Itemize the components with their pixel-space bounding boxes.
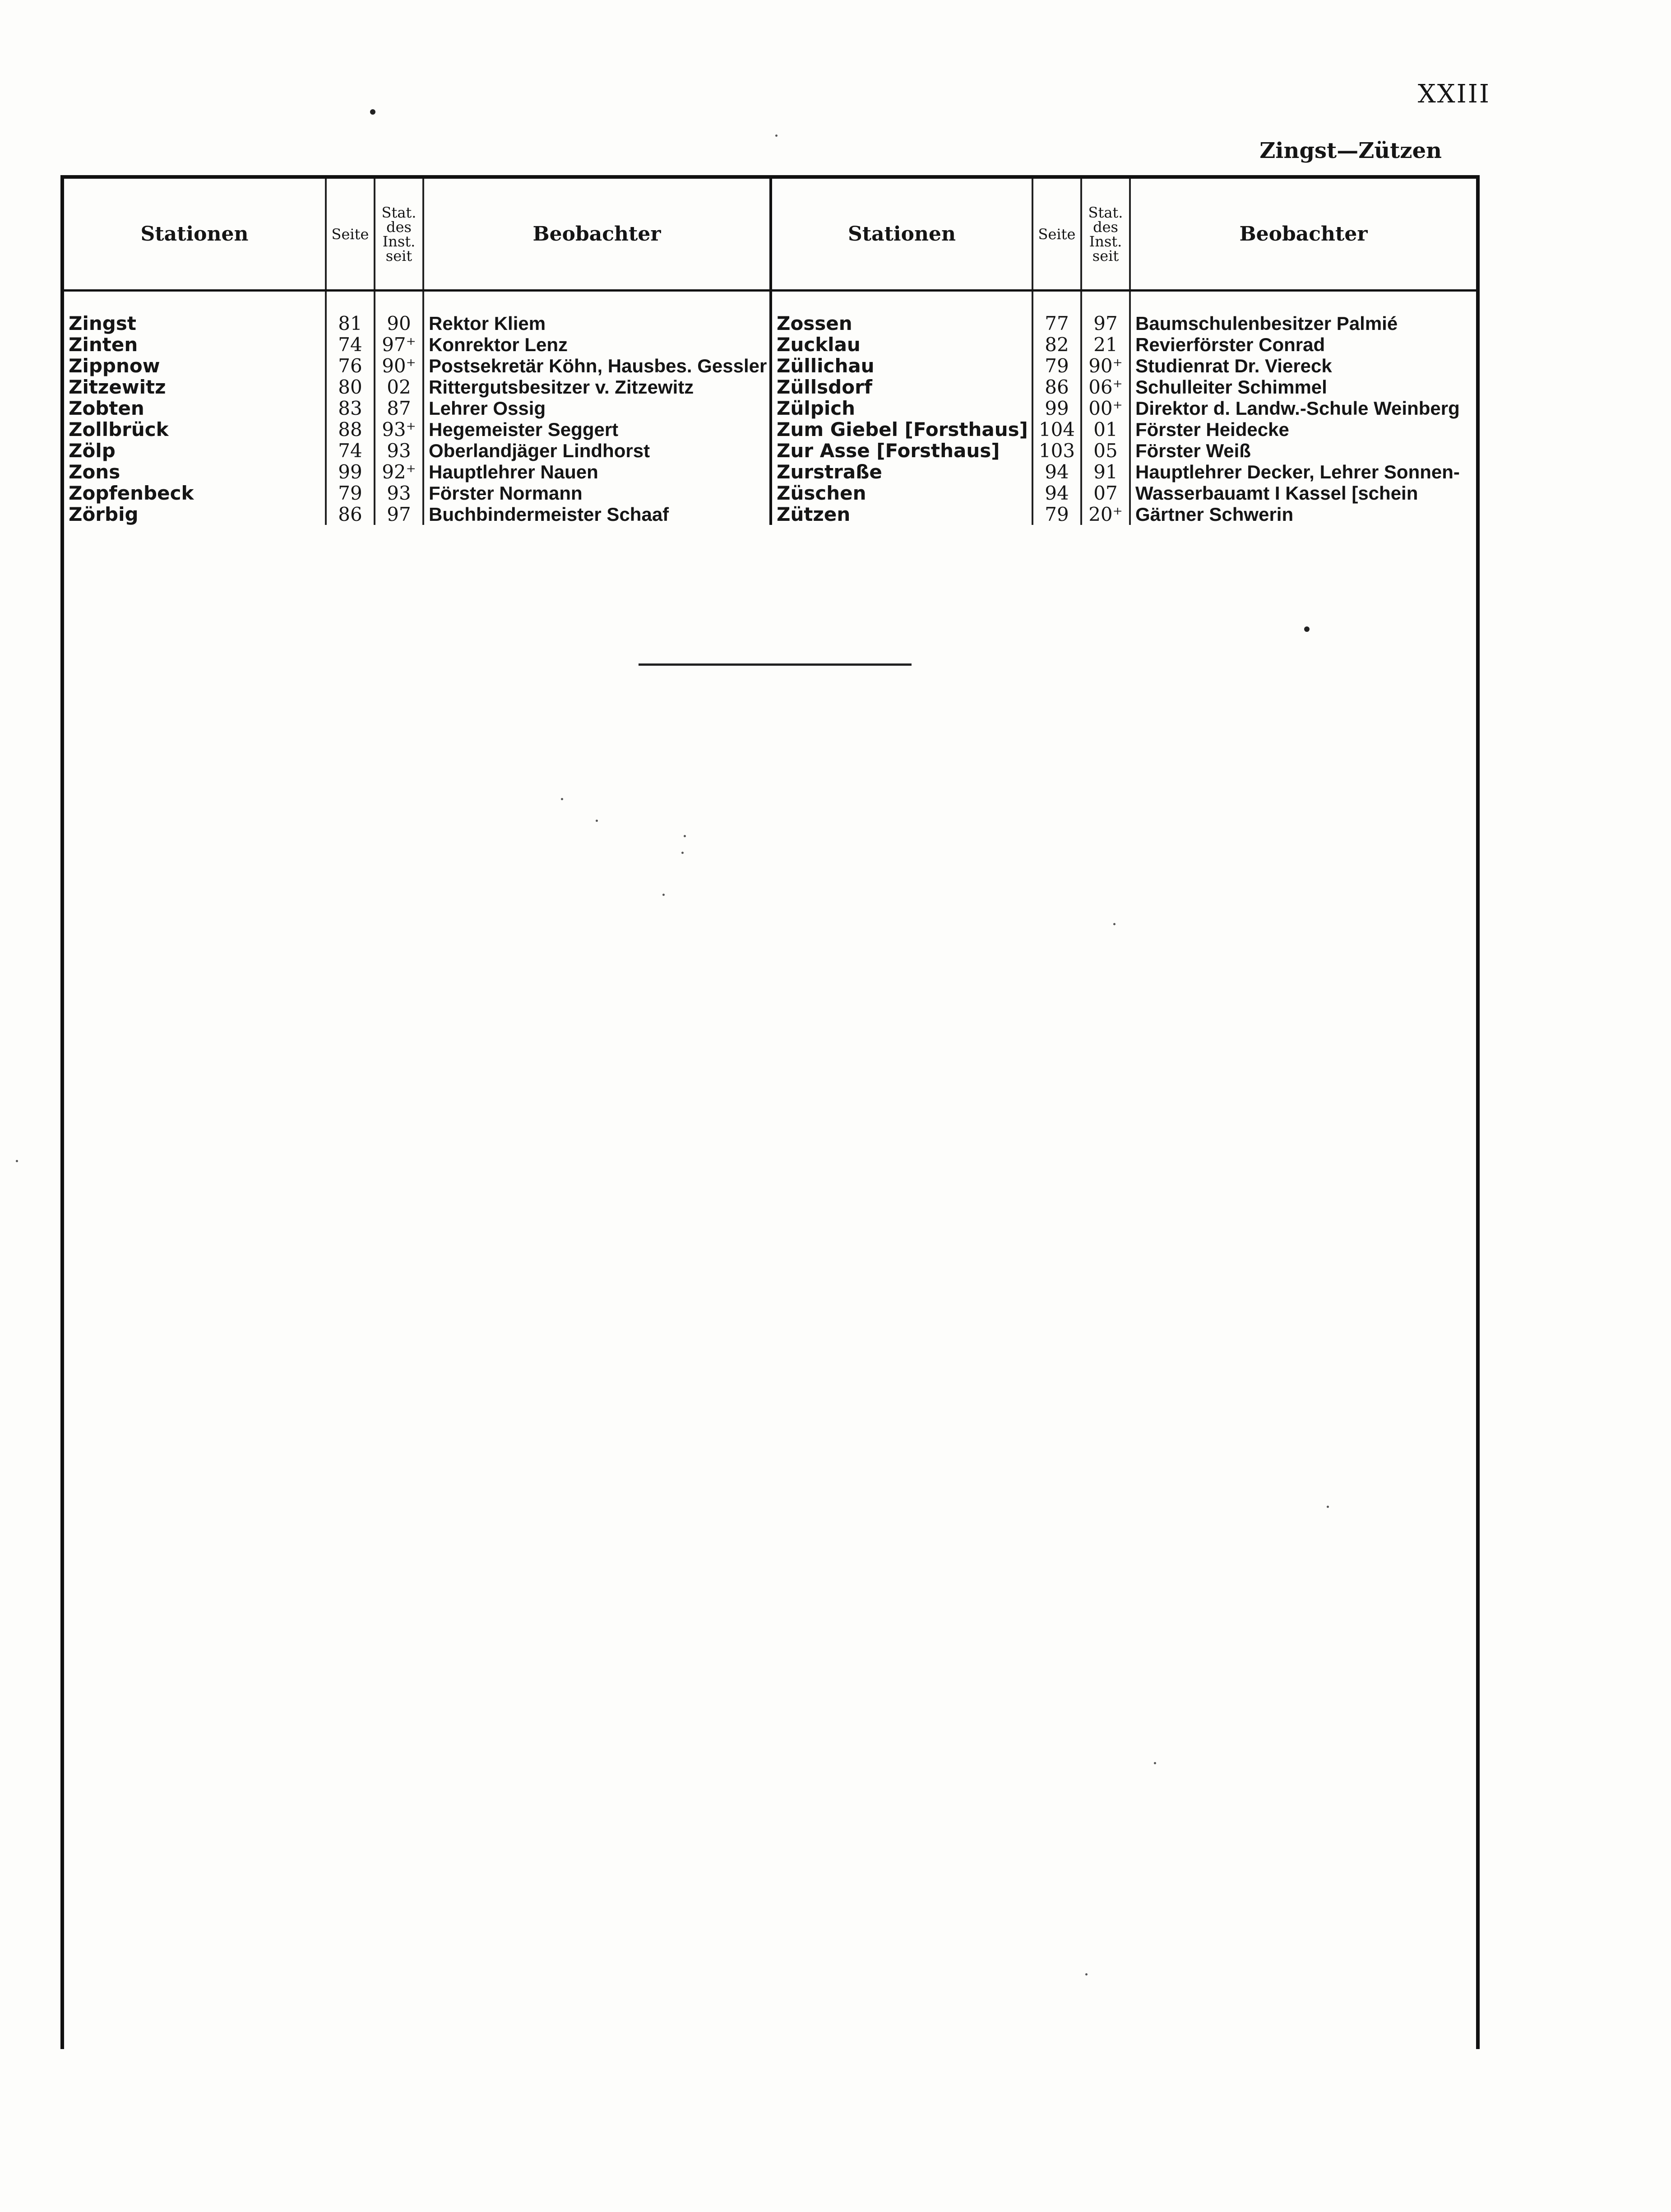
since-year-left: 02: [375, 376, 423, 398]
station-name-right: Züllichau: [771, 355, 1032, 376]
header-stat-line: Stat.: [381, 204, 417, 221]
observer-left: Hegemeister Seggert: [423, 419, 771, 440]
print-speck: [370, 109, 375, 115]
page-number-left: 83: [326, 398, 375, 419]
observer-right: Schulleiter Schimmel: [1135, 376, 1327, 398]
station-name-right: Züllsdorf: [771, 376, 1032, 398]
station-name-right: Züschen: [771, 482, 1032, 504]
station-name-right: Zur Asse [Forsthaus]: [771, 440, 1032, 461]
page-number-right: 94: [1032, 482, 1081, 504]
header-stat-left: [375, 179, 423, 291]
page-number-left: 74: [326, 440, 375, 461]
page-number-right: 94: [1032, 461, 1081, 482]
print-speck: [662, 894, 665, 896]
observer-left: Postsekretär Köhn, Hausbes. Gessler: [423, 355, 771, 376]
observer-left: Förster Normann: [423, 482, 771, 504]
table-row: [64, 398, 1476, 419]
observer-right: Revierförster Conrad: [1135, 334, 1325, 355]
page-number-left: 74: [326, 334, 375, 355]
page-number-right: 79: [1032, 355, 1081, 376]
print-speck: [1154, 1762, 1156, 1764]
since-year-right: 05: [1081, 440, 1130, 461]
observer-right: Hauptlehrer Decker, Lehrer Sonnen-: [1135, 461, 1460, 482]
section-rule: [639, 663, 912, 666]
station-register-table: [64, 179, 1476, 525]
page-number-left: 81: [326, 313, 375, 334]
observer-left: Hauptlehrer Nauen: [423, 461, 771, 482]
observer-left: Buchbindermeister Schaaf: [423, 504, 771, 525]
since-year-left: 97: [375, 504, 423, 525]
print-speck: [1085, 1973, 1088, 1975]
page-number-left: 88: [326, 419, 375, 440]
header-stations-right: Stationen: [771, 179, 1032, 291]
print-speck: [1113, 923, 1116, 925]
page-number-right: 79: [1032, 504, 1081, 525]
header-stat-right: [1081, 179, 1130, 291]
page-number: XXIII: [1417, 79, 1490, 109]
since-year-right: 06⁺: [1081, 376, 1130, 398]
since-year-right: 90⁺: [1081, 355, 1130, 376]
station-name-left: Zons: [64, 461, 326, 482]
print-speck: [596, 820, 598, 822]
header-stat-line: Inst.: [1089, 232, 1122, 250]
table-row: [64, 355, 1476, 376]
station-name-left: Zollbrück: [64, 419, 326, 440]
page-number-right: 86: [1032, 376, 1081, 398]
table-row: [64, 376, 1476, 398]
since-year-right: 20⁺: [1081, 504, 1130, 525]
observer-left: Lehrer Ossig: [423, 398, 771, 419]
observer-right: Wasserbauamt I Kassel [schein: [1135, 482, 1418, 504]
since-year-left: 90⁺: [375, 355, 423, 376]
since-year-left: 93⁺: [375, 419, 423, 440]
header-stat-line: seit: [1092, 247, 1119, 264]
observer-right: Gärtner Schwerin: [1135, 504, 1294, 525]
table-row: [64, 419, 1476, 440]
station-name-right: Zurstraße: [771, 461, 1032, 482]
print-speck: [775, 134, 778, 137]
since-year-right: 91: [1081, 461, 1130, 482]
print-speck: [684, 835, 686, 837]
page-number-left: 99: [326, 461, 375, 482]
print-speck: [1327, 1506, 1329, 1508]
table-row: [64, 334, 1476, 355]
station-name-left: Zitzewitz: [64, 376, 326, 398]
page-number-left: 86: [326, 504, 375, 525]
station-name-right: Zülpich: [771, 398, 1032, 419]
header-beobachter-left: Beobachter: [423, 179, 771, 291]
print-speck: [561, 798, 563, 800]
header-seite-right: Seite: [1032, 179, 1081, 291]
since-year-right: 00⁺: [1081, 398, 1130, 419]
observer-right: Baumschulenbesitzer Palmié: [1135, 313, 1398, 334]
station-name-left: Zinten: [64, 334, 326, 355]
since-year-left: 93: [375, 440, 423, 461]
page-number-left: 76: [326, 355, 375, 376]
station-name-right: Zossen: [771, 313, 1032, 334]
station-name-right: Zucklau: [771, 334, 1032, 355]
page-number-left: 79: [326, 482, 375, 504]
header-seite-left: Seite: [326, 179, 375, 291]
table-row: [64, 461, 1476, 482]
page-number-right: 77: [1032, 313, 1081, 334]
page-number-right: 104: [1032, 419, 1081, 440]
station-name-left: Zörbig: [64, 504, 326, 525]
observer-right: Studienrat Dr. Viereck: [1135, 355, 1332, 376]
since-year-right: 07: [1081, 482, 1130, 504]
print-speck: [1304, 626, 1310, 632]
page-number-right: 99: [1032, 398, 1081, 419]
station-name-right: Zützen: [771, 504, 1032, 525]
print-speck: [681, 852, 684, 854]
running-head: Zingst—Zützen: [1259, 138, 1442, 163]
observer-right: Förster Weiß: [1135, 440, 1251, 461]
since-year-left: 87: [375, 398, 423, 419]
table-row: [64, 504, 1476, 525]
observer-left: Rektor Kliem: [423, 313, 771, 334]
station-name-left: Zippnow: [64, 355, 326, 376]
observer-left: Konrektor Lenz: [423, 334, 771, 355]
observer-right: Direktor d. Landw.-Schule Weinberg: [1135, 398, 1460, 419]
since-year-right: 97: [1081, 313, 1130, 334]
station-name-left: Zölp: [64, 440, 326, 461]
table-frame: [60, 175, 1480, 2049]
header-stat-line: Inst.: [382, 232, 416, 250]
print-speck: [16, 1160, 18, 1162]
header-stations-left: Stationen: [64, 179, 326, 291]
table-header-row: [64, 179, 1476, 291]
page-number-left: 80: [326, 376, 375, 398]
station-name-left: Zopfenbeck: [64, 482, 326, 504]
station-name-left: Zingst: [64, 313, 326, 334]
table-row: [64, 313, 1476, 334]
observer-left: Rittergutsbesitzer v. Zitzewitz: [423, 376, 771, 398]
since-year-left: 90: [375, 313, 423, 334]
since-year-left: 93: [375, 482, 423, 504]
page-number-right: 103: [1032, 440, 1081, 461]
since-year-right: 01: [1081, 419, 1130, 440]
table-row: [64, 482, 1476, 504]
station-name-right: Zum Giebel [Forsthaus]: [771, 419, 1032, 440]
page-number-right: 82: [1032, 334, 1081, 355]
since-year-right: 21: [1081, 334, 1130, 355]
table-spacer-row: [64, 291, 1476, 313]
header-stat-line: des: [386, 218, 412, 236]
header-beobachter-right: Beobachter: [1130, 179, 1476, 291]
header-stat-line: des: [1093, 218, 1118, 236]
header-stat-line: Stat.: [1088, 204, 1123, 221]
table-row: [64, 440, 1476, 461]
station-name-left: Zobten: [64, 398, 326, 419]
table-body: [64, 291, 1476, 525]
observer-left: Oberlandjäger Lindhorst: [423, 440, 771, 461]
since-year-left: 92⁺: [375, 461, 423, 482]
observer-right: Förster Heidecke: [1135, 419, 1289, 440]
header-stat-line: seit: [385, 247, 412, 264]
since-year-left: 97⁺: [375, 334, 423, 355]
